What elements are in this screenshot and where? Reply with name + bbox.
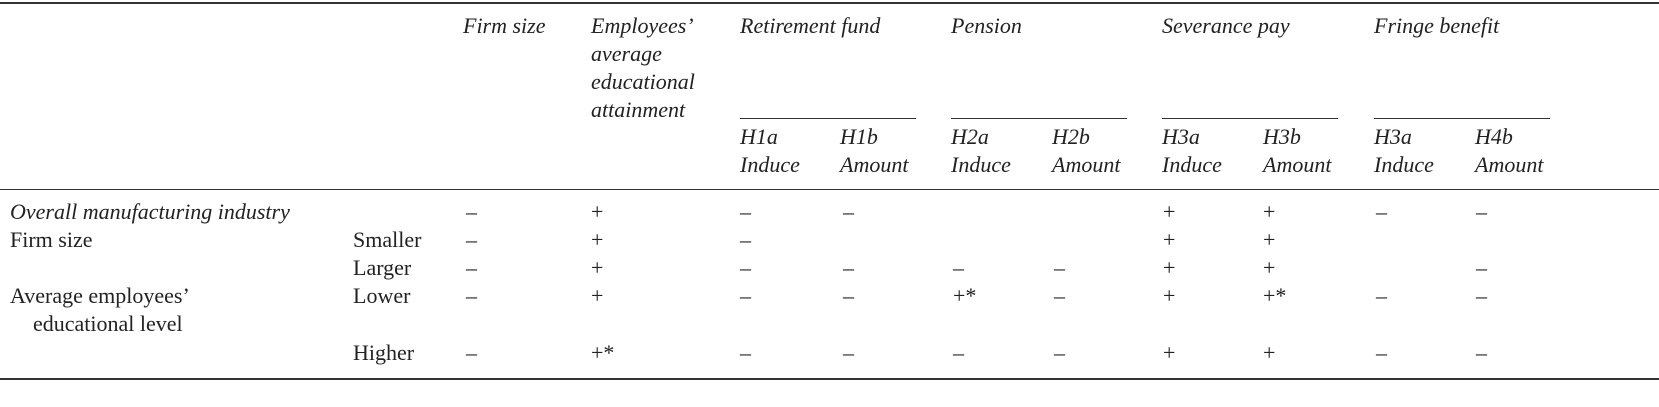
table-cell: – [1376, 340, 1387, 365]
table-cell: + [1163, 340, 1176, 365]
table-cell: + [1163, 255, 1176, 280]
table-cell: – [740, 283, 751, 308]
table-cell: + [1163, 283, 1176, 308]
col-header-education-line4: attainment [591, 97, 686, 122]
table-cell: + [591, 255, 604, 280]
row-label: Firm size [10, 227, 93, 252]
table-cell: – [740, 199, 751, 224]
table-cell: – [740, 255, 751, 280]
subcol-h2a-code: H2a [951, 124, 989, 149]
subcol-fringe-induce-code: H3a [1374, 124, 1412, 149]
table-cell: – [843, 199, 854, 224]
row-label: Overall manufacturing industry [10, 199, 290, 224]
table-cell: +* [591, 340, 615, 365]
subcol-h2b-label: Amount [1052, 152, 1121, 177]
table-cell: – [1054, 283, 1065, 308]
table-cell: + [1263, 227, 1276, 252]
table-cell: – [953, 340, 964, 365]
table-cell: +* [953, 283, 977, 308]
table-cell: – [740, 340, 751, 365]
group-header-severance-pay: Severance pay [1162, 13, 1290, 38]
table-cell: – [1376, 283, 1387, 308]
row-sublabel: Lower [353, 283, 411, 308]
table-cell: – [1054, 340, 1065, 365]
table-cell: – [466, 227, 477, 252]
col-header-education-line3: educational [591, 69, 695, 94]
table-cell: – [466, 340, 477, 365]
group-underline-retirement-fund [740, 118, 916, 119]
subcol-h2a-label: Induce [951, 152, 1011, 177]
table-cell: – [1476, 255, 1487, 280]
table-cell: – [843, 340, 854, 365]
table-cell: – [1376, 199, 1387, 224]
row-sublabel: Smaller [353, 227, 422, 252]
group-header-retirement-fund: Retirement fund [740, 13, 881, 38]
col-header-education-line1: Employees’ [591, 13, 694, 38]
row-label: Average employees’ [10, 283, 190, 308]
table-cell: – [843, 283, 854, 308]
subcol-h2b-code: H2b [1052, 124, 1090, 149]
table-cell: – [1476, 283, 1487, 308]
table-cell: – [466, 199, 477, 224]
table-cell: – [953, 255, 964, 280]
table-cell: – [843, 255, 854, 280]
subcol-h4b-code: H4b [1475, 124, 1513, 149]
table-cell: + [1263, 255, 1276, 280]
table-header-rule [0, 189, 1659, 190]
subcol-h4b-label: Amount [1475, 152, 1544, 177]
table-cell: – [466, 283, 477, 308]
table-cell: + [591, 199, 604, 224]
row-label-continued: educational level [33, 311, 183, 336]
subcol-fringe-induce-label: Induce [1374, 152, 1434, 177]
table-cell: +* [1263, 283, 1287, 308]
subcol-h3a-code: H3a [1162, 124, 1200, 149]
col-header-firm-size: Firm size [463, 13, 546, 38]
col-header-education-line2: average [591, 41, 662, 66]
table-bottom-rule [0, 378, 1659, 380]
subcol-h3b-code: H3b [1263, 124, 1301, 149]
table-cell: – [1054, 255, 1065, 280]
table-cell: + [591, 283, 604, 308]
subcol-h1b-label: Amount [840, 152, 909, 177]
group-underline-fringe-benefit [1374, 118, 1550, 119]
subcol-h1a-label: Induce [740, 152, 800, 177]
subcol-h1a-code: H1a [740, 124, 778, 149]
row-sublabel: Higher [353, 340, 415, 365]
table-top-rule [0, 2, 1659, 4]
table-cell: – [466, 255, 477, 280]
table-cell: + [1163, 199, 1176, 224]
subcol-h3a-label: Induce [1162, 152, 1222, 177]
table-cell: + [1263, 340, 1276, 365]
table-cell: + [1163, 227, 1176, 252]
table-cell: – [1476, 340, 1487, 365]
group-underline-pension [951, 118, 1127, 119]
table-cell: + [1263, 199, 1276, 224]
group-header-fringe-benefit: Fringe benefit [1374, 13, 1500, 38]
row-sublabel: Larger [353, 255, 412, 280]
group-header-pension: Pension [951, 13, 1022, 38]
table-cell: – [740, 227, 751, 252]
subcol-h1b-code: H1b [840, 124, 878, 149]
table-cell: + [591, 227, 604, 252]
group-underline-severance-pay [1162, 118, 1338, 119]
subcol-h3b-label: Amount [1263, 152, 1332, 177]
table-cell: – [1476, 199, 1487, 224]
